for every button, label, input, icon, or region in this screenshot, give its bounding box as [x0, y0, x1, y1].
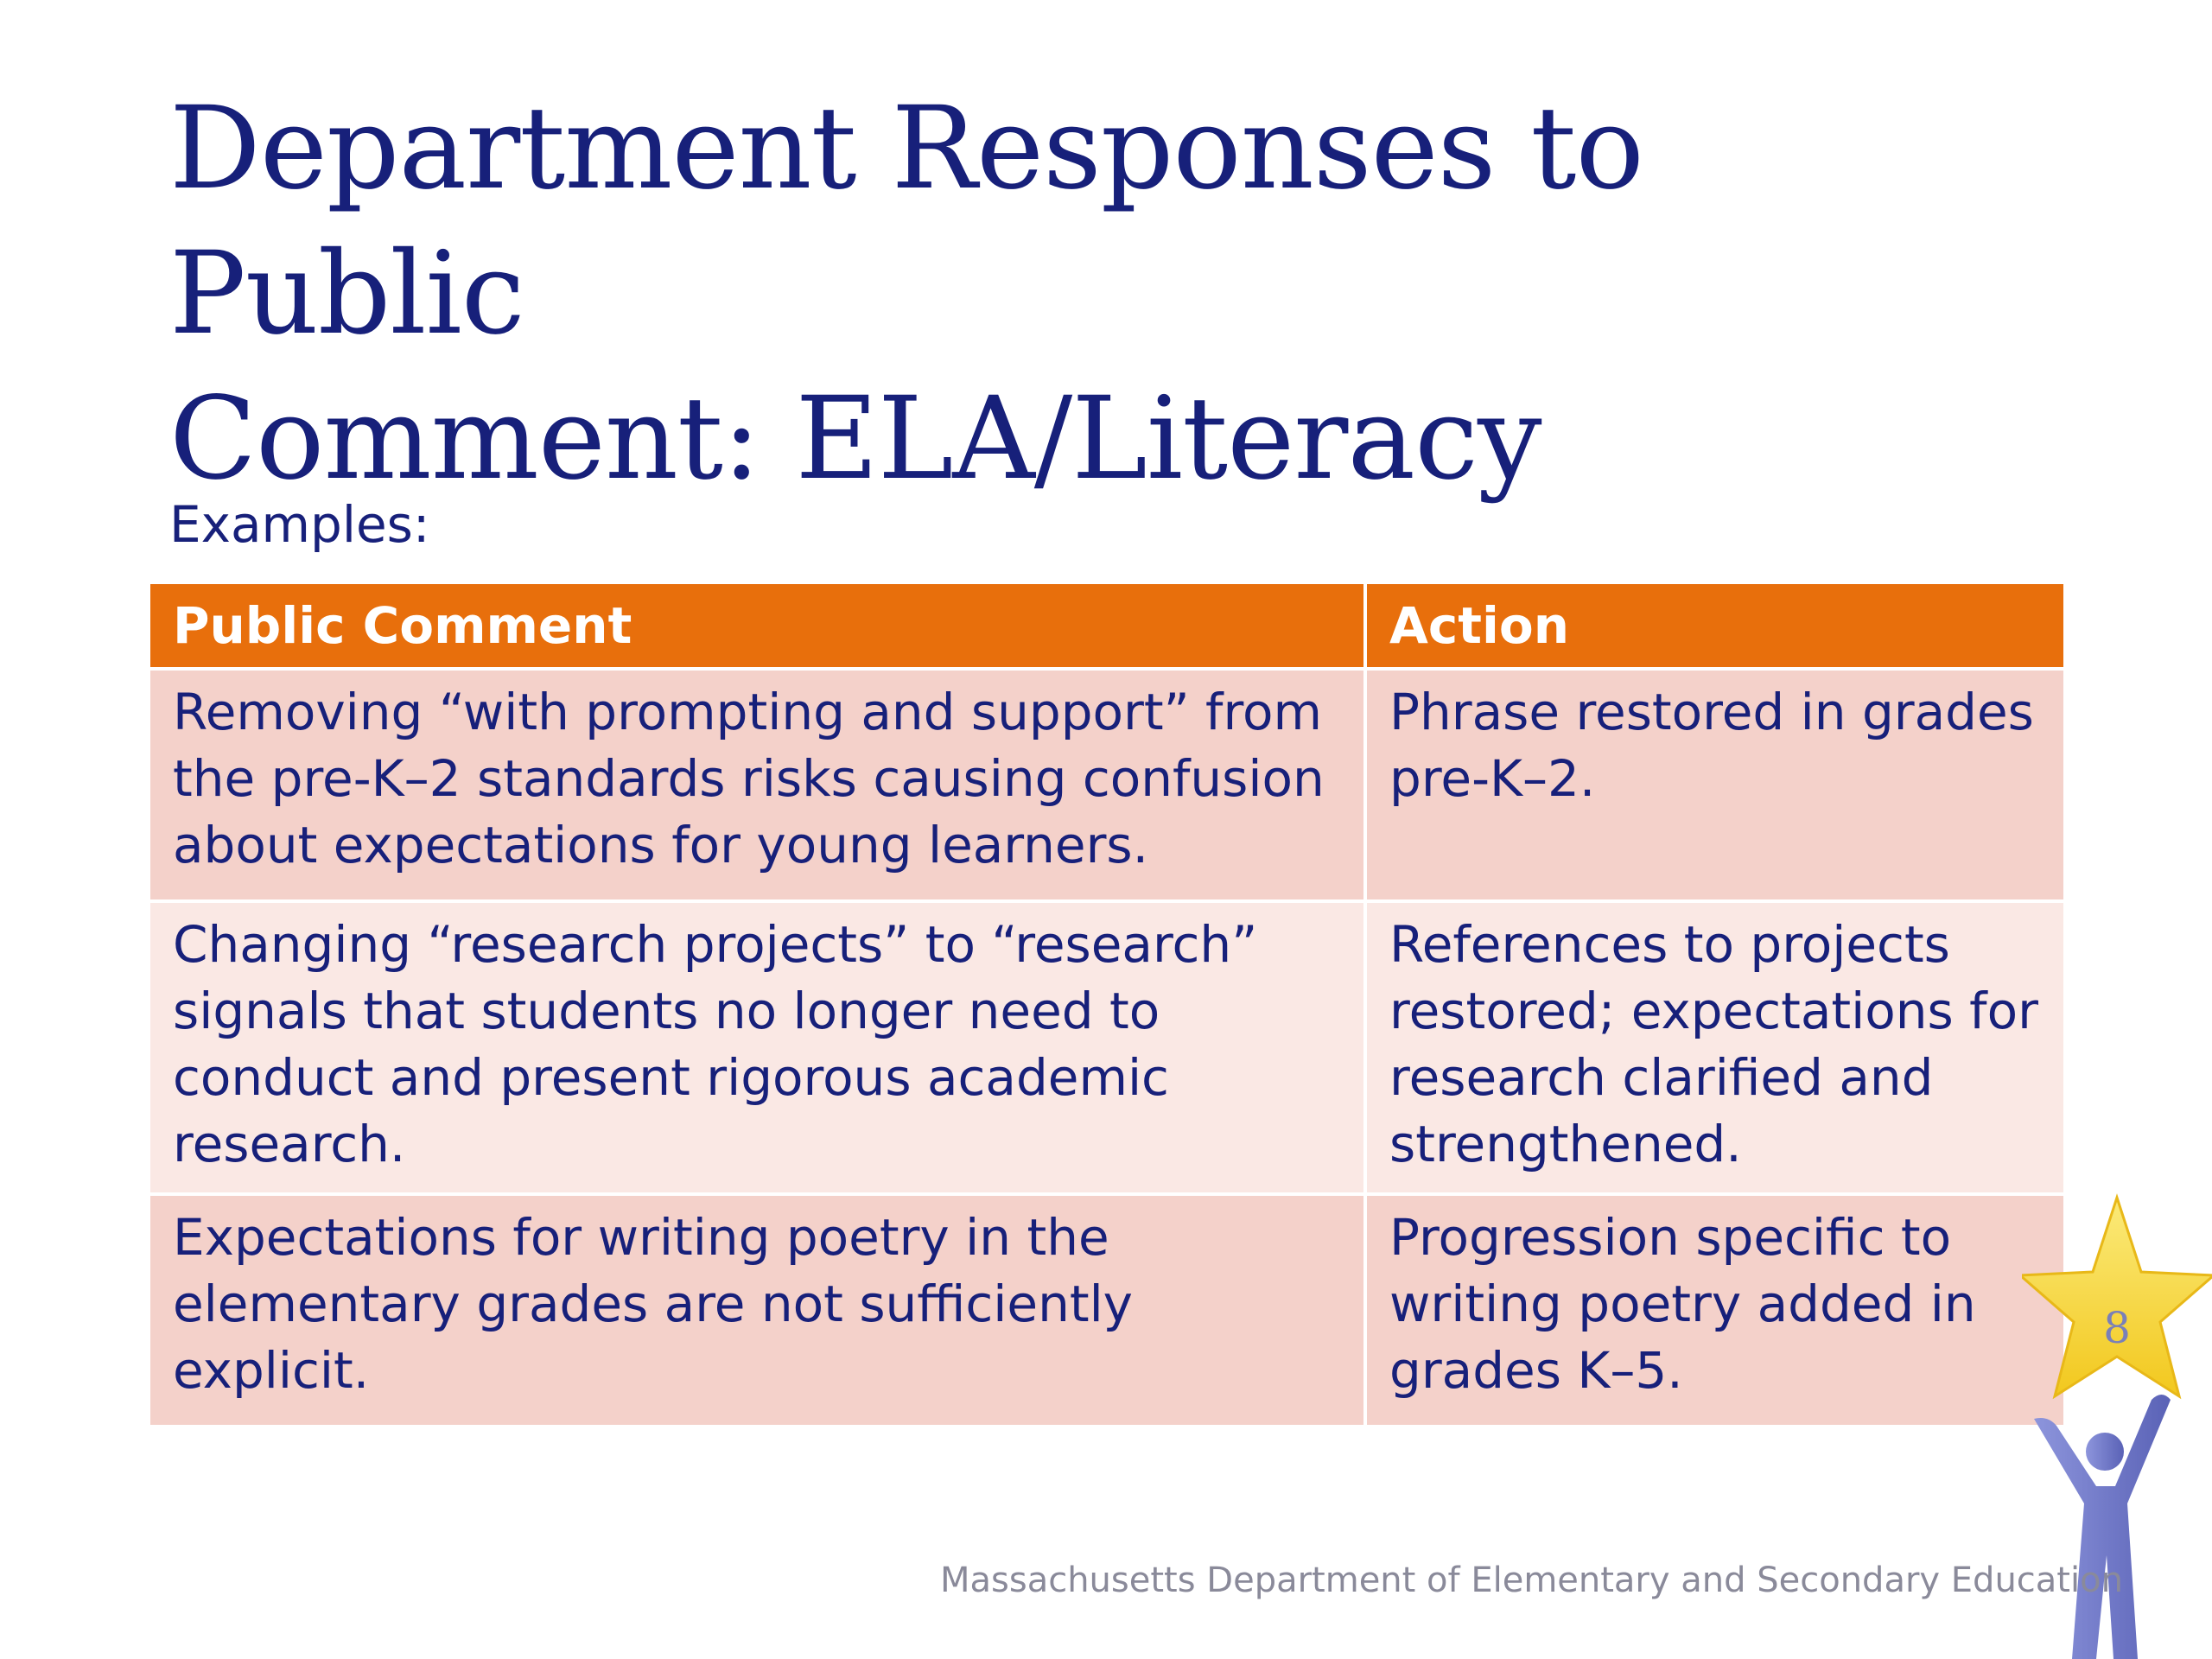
action-cell: References to projects restored; expectations for research clarified and strengthened.: [1365, 901, 2065, 1194]
table-header-row: [149, 582, 2065, 669]
title-line-1: Department Responses to Public: [169, 82, 1643, 360]
comment-table: [147, 581, 2067, 1428]
footer-organization: Massachusetts Department of Elementary and Secondary Education: [940, 1560, 2123, 1600]
title-line-2: Comment: ELA/Literacy: [169, 372, 1541, 505]
comment-cell: Expectations for writing poetry in the elementary grades are not sufficiently explicit.: [149, 1194, 1365, 1427]
table-row: [149, 669, 2065, 901]
table-row: [149, 901, 2065, 1194]
table-row: [149, 1194, 2065, 1427]
person-figure-icon: [2034, 1395, 2171, 1659]
action-cell: Progression specific to writing poetry added in grades K–5.: [1365, 1194, 2065, 1427]
header-action: Action: [1365, 582, 2065, 669]
comment-cell: Removing “with prompting and support” from the pre-K–2 standards risks causing confusion about expectations for young learners.: [149, 669, 1365, 901]
star-icon: [2022, 1198, 2212, 1396]
comment-cell: Changing “research projects” to “research” signals that students no longer need to conduct and present rigorous academic research.: [149, 901, 1365, 1194]
examples-label: Examples:: [169, 495, 430, 554]
slide-title: [169, 76, 1984, 512]
slide-number: 8: [2103, 1303, 2131, 1353]
header-public-comment: Public Comment: [149, 582, 1365, 669]
action-cell: Phrase restored in grades pre-K–2.: [1365, 669, 2065, 901]
